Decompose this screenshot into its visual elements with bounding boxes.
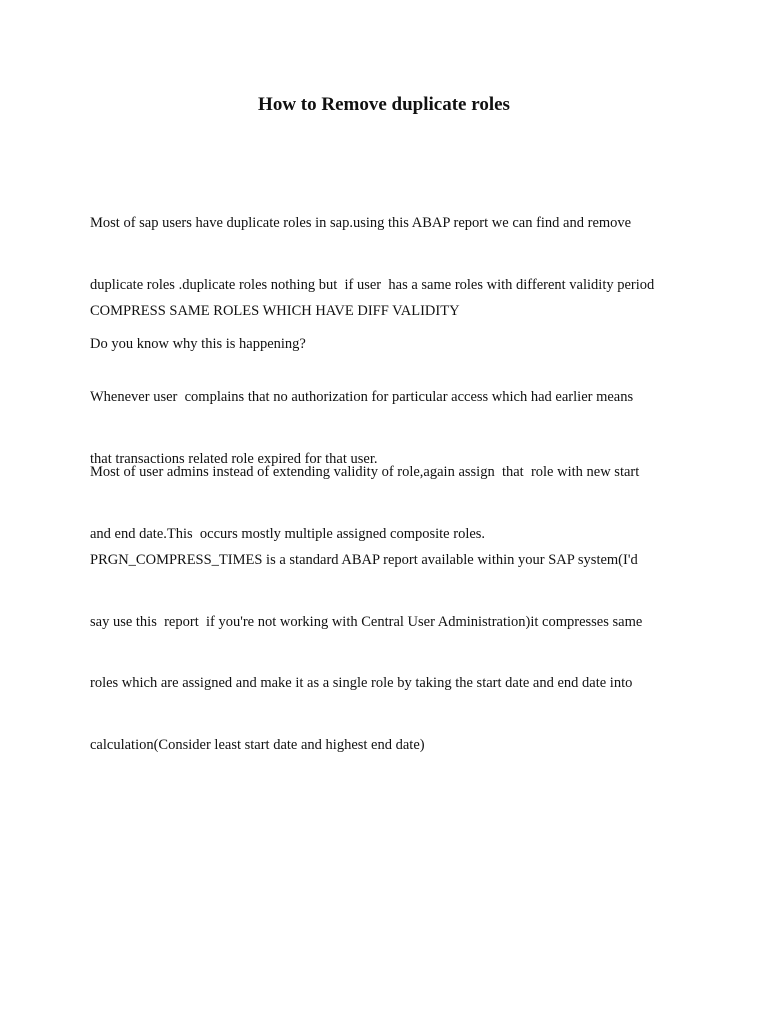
paragraph-line: that transactions related role expired for that user. — [90, 450, 378, 467]
paragraph-line: calculation(Consider least start date and highest end date) — [90, 736, 425, 753]
paragraph-line: Most of user admins instead of extending validity of role,again assign that role with new start — [90, 464, 640, 480]
paragraph-line: and end date.This occurs mostly multiple assigned composite roles. — [90, 525, 486, 542]
paragraph-line: PRGN_COMPRESS_TIMES is a standard ABAP report available within your SAP system(I'd — [90, 552, 638, 568]
paragraph-line: say use this report if you're not working with Central User Administration)it compresses same — [90, 613, 643, 630]
paragraph-line: duplicate roles .duplicate roles nothing but if user has a same roles with different validity period — [90, 276, 655, 293]
paragraph-line: Do you know why this is happening? — [90, 336, 306, 352]
paragraph-line: Most of sap users have duplicate roles in sap.using this ABAP report we can find and remove — [90, 215, 632, 231]
paragraph-line: roles which are assigned and make it as a single role by taking the start date and end date into — [90, 675, 633, 691]
paragraph-line: Whenever user complains that no authorization for particular access which had earlier means — [90, 389, 634, 405]
paragraph-line: COMPRESS SAME ROLES WHICH HAVE DIFF VALIDITY — [90, 303, 460, 319]
document-title: How to Remove duplicate roles — [258, 94, 510, 115]
solution-paragraph — [90, 509, 690, 796]
